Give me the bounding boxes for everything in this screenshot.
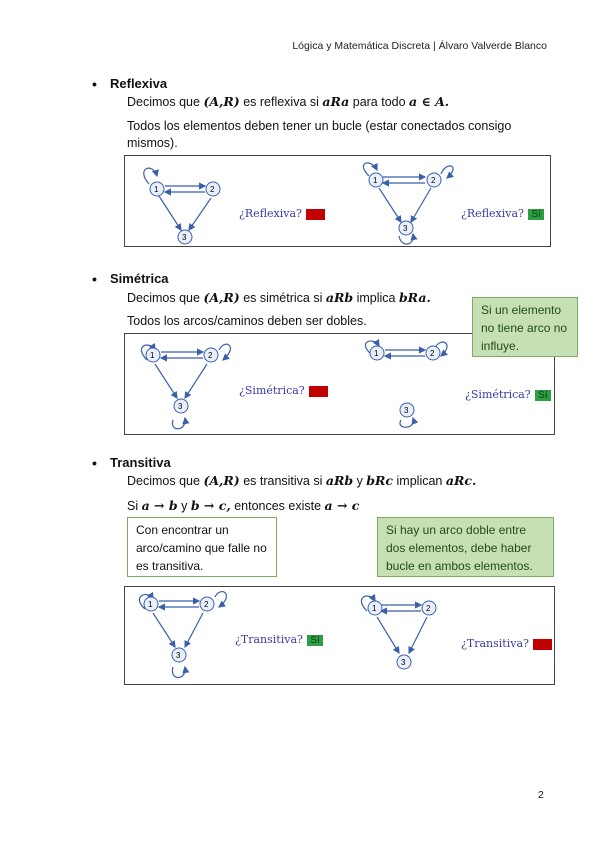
answer-badge-yes: Sí <box>307 635 322 646</box>
svg-text:2: 2 <box>208 351 213 360</box>
page-header: Lógica y Matemática Discreta | Álvaro Valverde Blanco <box>292 40 547 52</box>
description-simetrica: Todos los arcos/caminos deben ser dobles. <box>127 314 367 328</box>
section-title-reflexiva: Reflexiva <box>110 76 168 91</box>
section-title-transitiva: Transitiva <box>110 455 171 470</box>
svg-text:1: 1 <box>372 604 377 613</box>
svg-text:2: 2 <box>430 349 435 358</box>
note-simetrica: Si un elemento no tiene arco no influye. <box>472 297 578 357</box>
note-transitiva-right: Si hay un arco doble entre dos elementos, debe haber bucle en ambos elementos. <box>377 517 554 577</box>
svg-text:3: 3 <box>404 406 409 415</box>
svg-text:2: 2 <box>426 604 431 613</box>
answer-transitiva-2: ¿Transitiva? No <box>461 634 552 652</box>
graph-no-symmetric <box>141 344 230 429</box>
svg-text:1: 1 <box>150 351 155 360</box>
svg-text:2: 2 <box>204 600 209 609</box>
svg-text:3: 3 <box>176 651 181 660</box>
svg-text:1: 1 <box>373 176 378 185</box>
description-reflexiva: Todos los elementos deben tener un bucle (estar conectados consigo mismos). <box>127 119 512 150</box>
svg-text:3: 3 <box>178 402 183 411</box>
graph-diagrams-reflexiva <box>125 156 550 246</box>
answer-reflexiva-1: ¿Reflexiva? No <box>239 204 325 222</box>
graph-no-transitive <box>361 596 436 669</box>
answer-simetrica-2: ¿Simétrica? Sí <box>465 385 551 403</box>
svg-text:1: 1 <box>374 349 379 358</box>
implication-transitiva: Si a → b y b → c, entonces existe a → c <box>127 498 360 513</box>
svg-text:1: 1 <box>148 600 153 609</box>
answer-badge-yes: Sí <box>535 390 550 401</box>
definition-reflexiva: Decimos que (A,R) es reflexiva si aRa para todo a ∈ A. <box>127 94 450 109</box>
bullet-dot: • <box>92 271 97 287</box>
definition-simetrica: Decimos que (A,R) es simétrica si aRb implica bRa. <box>127 290 431 305</box>
figure-transitiva <box>124 586 555 685</box>
page-number: 2 <box>538 789 544 801</box>
answer-badge-no: No <box>306 209 325 220</box>
graph-yes-symmetric <box>365 341 447 427</box>
svg-text:3: 3 <box>403 224 408 233</box>
answer-badge-no: No <box>533 639 552 650</box>
graph-yes-reflexive <box>363 163 453 244</box>
bullet-dot: • <box>92 76 97 92</box>
figure-reflexiva <box>124 155 551 247</box>
definition-transitiva: Decimos que (A,R) es transitiva si aRb y bRc implican aRc. <box>127 473 477 488</box>
bullet-dot: • <box>92 455 97 471</box>
graph-yes-transitive <box>139 592 226 678</box>
svg-text:3: 3 <box>401 658 406 667</box>
section-title-simetrica: Simétrica <box>110 271 169 286</box>
answer-transitiva-1: ¿Transitiva? Sí <box>235 630 323 648</box>
answer-simetrica-1: ¿Simétrica? No <box>239 381 328 399</box>
graph-no-reflexive <box>144 168 220 244</box>
svg-text:1: 1 <box>154 185 159 194</box>
note-transitiva-left: Con encontrar un arco/camino que falle no es transitiva. <box>127 517 277 577</box>
answer-badge-yes: Sí <box>528 209 543 220</box>
svg-text:2: 2 <box>210 185 215 194</box>
svg-text:3: 3 <box>182 233 187 242</box>
answer-reflexiva-2: ¿Reflexiva? Sí <box>461 204 544 222</box>
answer-badge-no: No <box>309 386 328 397</box>
svg-text:2: 2 <box>431 176 436 185</box>
